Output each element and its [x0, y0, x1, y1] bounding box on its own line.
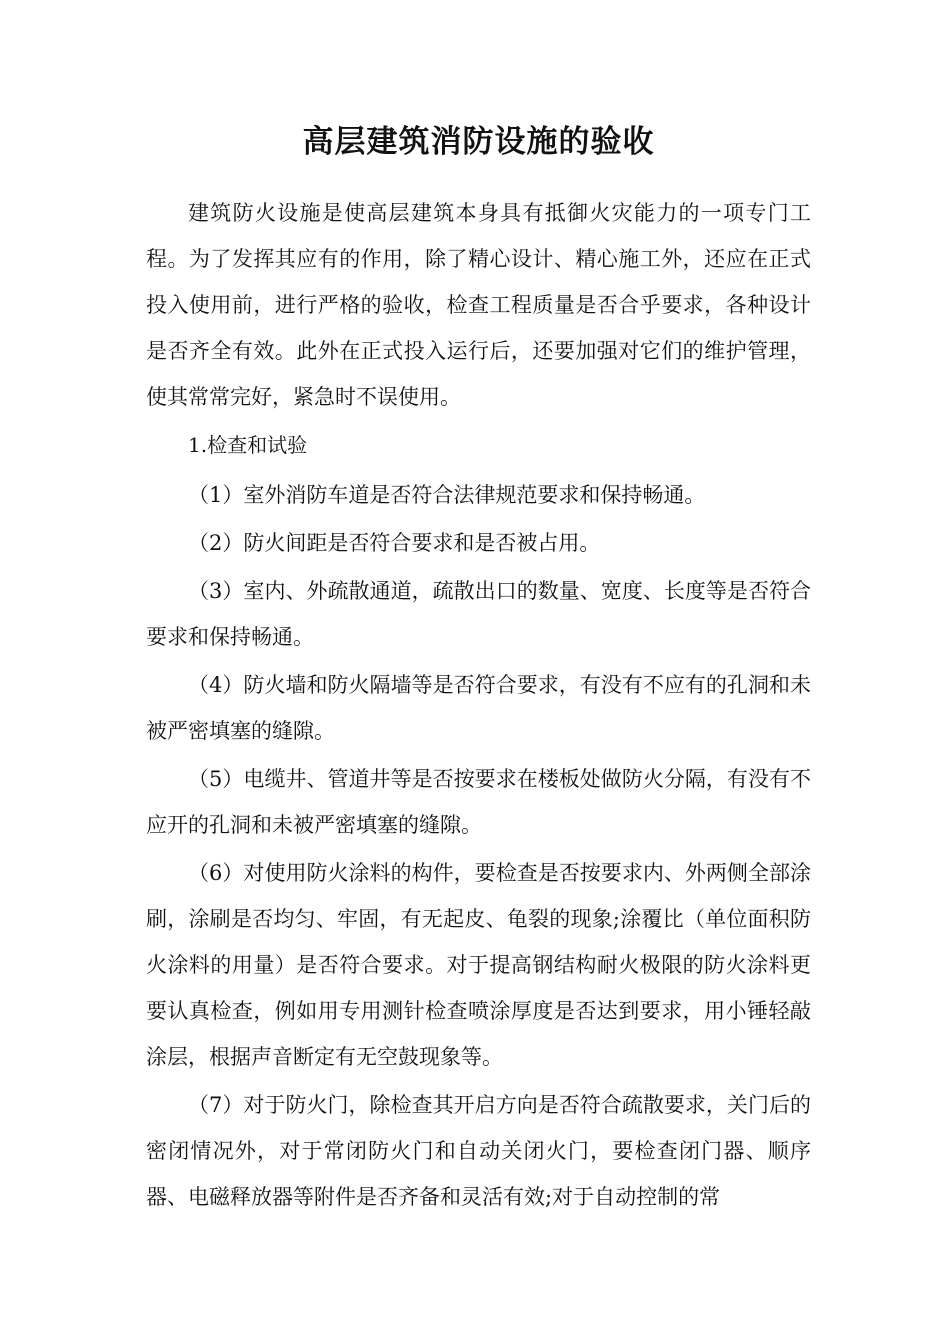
list-item: （7）对于防火门，除检查其开启方向是否符合疏散要求，关门后的密闭情况外，对于常闭防火门和自动关闭火门，要检查闭门器、顺序器、电磁释放器等附件是否齐备和灵活有效;对于自动控制的常: [146, 1093, 811, 1209]
list-item: （3）室内、外疏散通道，疏散出口的数量、宽度、长度等是否符合要求和保持畅通。: [146, 579, 811, 649]
section-heading: 1.检查和试验: [188, 433, 308, 457]
document-page: [146, 110, 811, 1222]
list-item: （5）电缆井、管道井等是否按要求在楼板处做防火分隔，有没有不应开的孔洞和未被严密填塞的缝隙。: [146, 767, 811, 837]
list-item: （2）防火间距是否符合要求和是否被占用。: [188, 531, 601, 555]
document-title: 高层建筑消防设施的验收: [302, 124, 655, 160]
list-item: （6）对使用防火涂料的构件，要检查是否按要求内、外两侧全部涂刷，涂刷是否均匀、牢固，有无起皮、龟裂的现象;涂覆比（单位面积防火涂料的用量）是否符合要求。对于提高钢结构耐火极限的防火涂料更要认真检查，例如用专用测针检查喷涂厚度是否达到要求，用小锤轻敲涂层，根据声音断定有无空鼓现象等。: [146, 861, 811, 1069]
list-item: （4）防火墙和防火隔墙等是否符合要求，有没有不应有的孔洞和未被严密填塞的缝隙。: [146, 673, 811, 743]
list-item: （1）室外消防车道是否符合法律规范要求和保持畅通。: [188, 483, 706, 507]
intro-paragraph: 建筑防火设施是使高层建筑本身具有抵御火灾能力的一项专门工程。为了发挥其应有的作用，除了精心设计、精心施工外，还应在正式投入使用前，进行严格的验收，检查工程质量是否合乎要求，各种设计是否齐全有效。此外在正式投入运行后，还要加强对它们的维护管理，使其常常完好，紧急时不误使用。: [146, 201, 811, 409]
